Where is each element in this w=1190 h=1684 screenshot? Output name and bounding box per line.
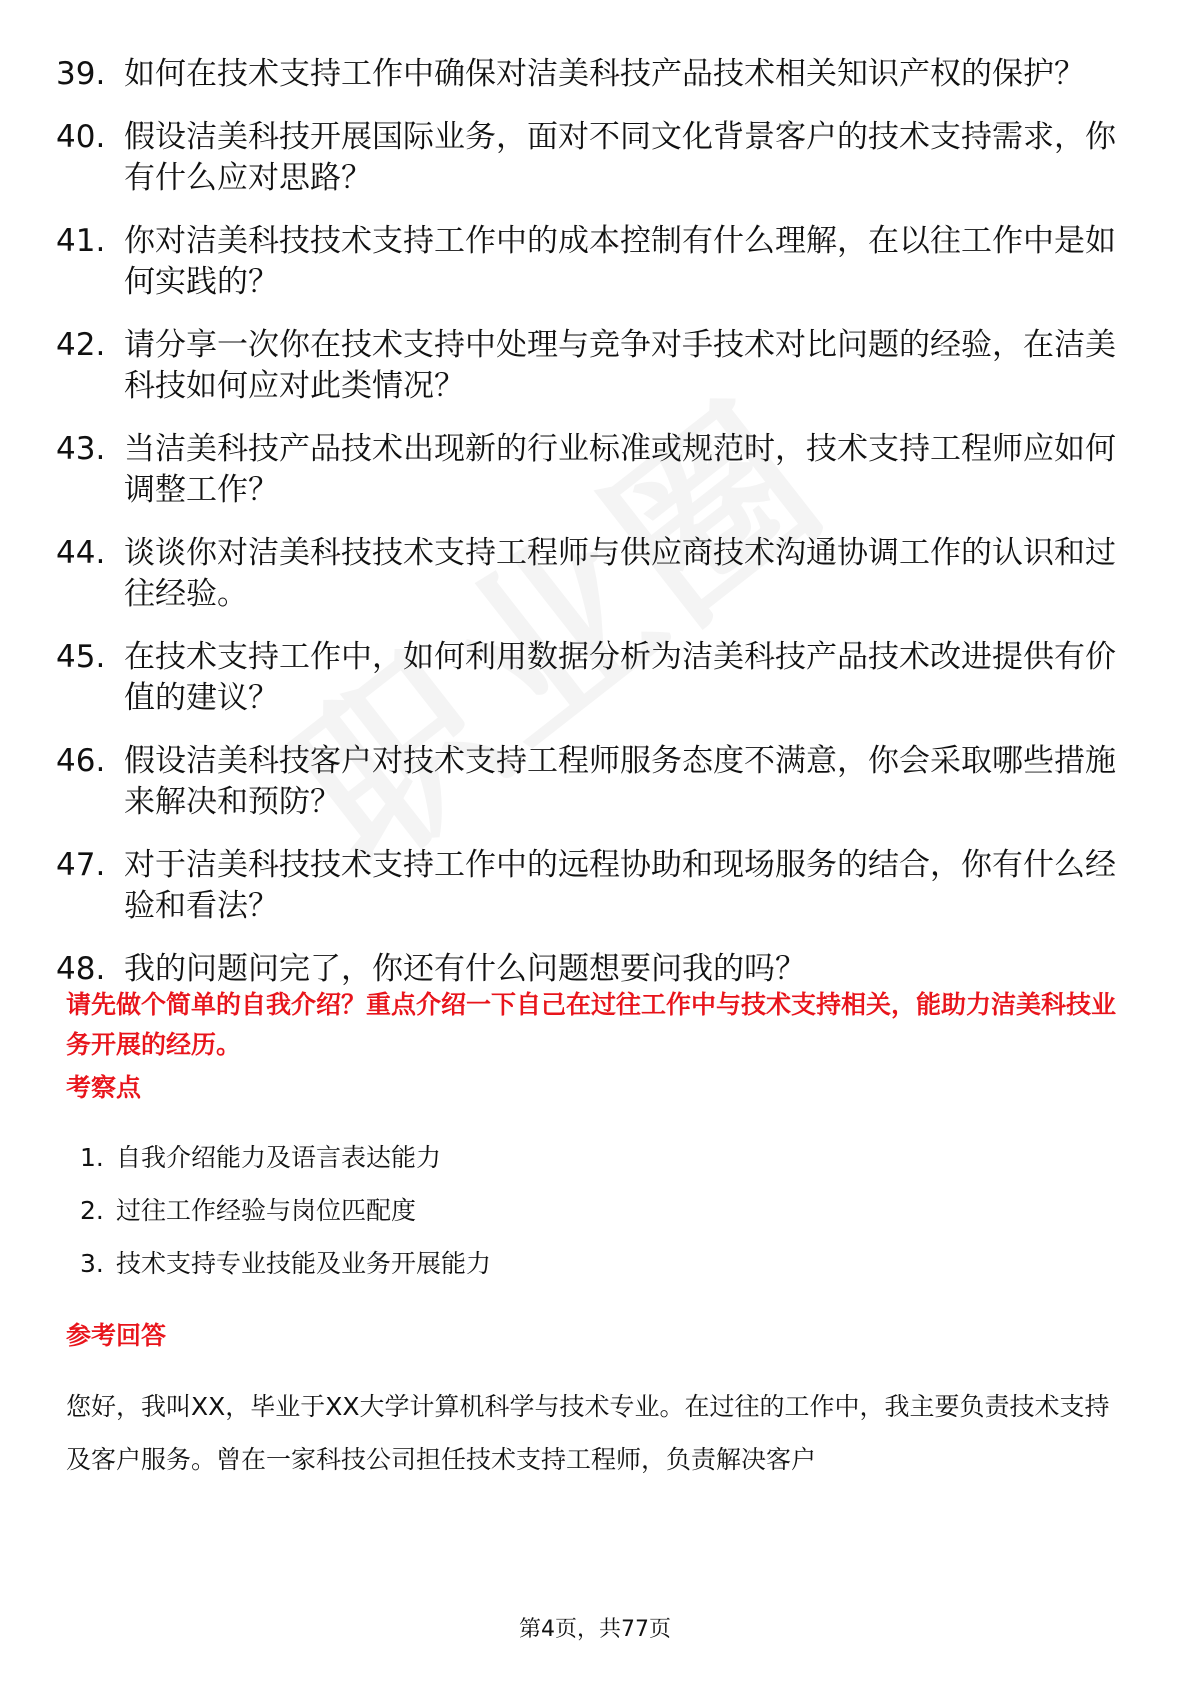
question-item xyxy=(56,741,1136,823)
question-number: 45. xyxy=(56,639,106,675)
question-number: 46. xyxy=(56,743,106,779)
list-item xyxy=(80,1140,491,1176)
list-item xyxy=(80,1246,491,1282)
question-text: 当洁美科技产品技术出现新的行业标准或规范时，技术支持工程师应如何调整工作？ xyxy=(124,431,1116,508)
question-item xyxy=(56,117,1136,199)
question-item xyxy=(56,637,1136,719)
page-footer: 第4页，共77页 xyxy=(519,1617,671,1642)
question-text: 假设洁美科技客户对技术支持工程师服务态度不满意，你会采取哪些措施来解决和预防？ xyxy=(124,743,1116,820)
question-number: 47. xyxy=(56,847,106,883)
question-item xyxy=(56,949,1136,990)
highlight-question: 请先做个简单的自我介绍？重点介绍一下自己在过往工作中与技术支持相关，能助力洁美科技业务开展的经历。 xyxy=(66,990,1117,1059)
exam-points-heading: 考察点 xyxy=(66,1073,142,1102)
question-list xyxy=(56,54,1136,1012)
question-item xyxy=(56,845,1136,927)
question-number: 43. xyxy=(56,431,106,467)
list-item-number: 3. xyxy=(80,1249,104,1278)
question-number: 48. xyxy=(56,951,106,987)
question-text: 谈谈你对洁美科技技术支持工程师与供应商技术沟通协调工作的认识和过往经验。 xyxy=(124,535,1116,612)
question-text: 对于洁美科技技术支持工作中的远程协助和现场服务的结合，你有什么经验和看法？ xyxy=(124,847,1116,924)
list-item-number: 1. xyxy=(80,1143,104,1172)
reference-answer: 您好，我叫XX，毕业于XX大学计算机科学与技术专业。在过往的工作中，我主要负责技术支持及客户服务。曾在一家科技公司担任技术支持工程师，负责解决客户 xyxy=(66,1392,1110,1474)
question-number: 42. xyxy=(56,327,106,363)
question-number: 44. xyxy=(56,535,106,571)
list-item xyxy=(80,1193,491,1229)
list-item-text: 技术支持专业技能及业务开展能力 xyxy=(116,1249,492,1278)
question-text: 如何在技术支持工作中确保对洁美科技产品技术相关知识产权的保护？ xyxy=(124,56,1085,92)
question-text: 请分享一次你在技术支持中处理与竞争对手技术对比问题的经验，在洁美科技如何应对此类情况？ xyxy=(124,327,1116,404)
question-text: 你对洁美科技技术支持工作中的成本控制有什么理解，在以往工作中是如何实践的？ xyxy=(124,223,1116,300)
question-number: 41. xyxy=(56,223,106,259)
question-item xyxy=(56,325,1136,407)
question-text: 假设洁美科技开展国际业务，面对不同文化背景客户的技术支持需求，你有什么应对思路？ xyxy=(124,119,1116,196)
list-item-text: 过往工作经验与岗位匹配度 xyxy=(116,1196,417,1225)
question-text: 在技术支持工作中，如何利用数据分析为洁美科技产品技术改进提供有价值的建议？ xyxy=(124,639,1116,716)
question-item xyxy=(56,54,1136,95)
exam-points-list xyxy=(80,1140,491,1299)
reference-heading: 参考回答 xyxy=(66,1321,167,1350)
question-text: 我的问题问完了，你还有什么问题想要问我的吗？ xyxy=(124,951,806,987)
question-item xyxy=(56,533,1136,615)
question-number: 40. xyxy=(56,119,106,155)
list-item-text: 自我介绍能力及语言表达能力 xyxy=(116,1143,442,1172)
question-item xyxy=(56,221,1136,303)
list-item-number: 2. xyxy=(80,1196,104,1225)
question-number: 39. xyxy=(56,56,106,92)
question-item xyxy=(56,429,1136,511)
